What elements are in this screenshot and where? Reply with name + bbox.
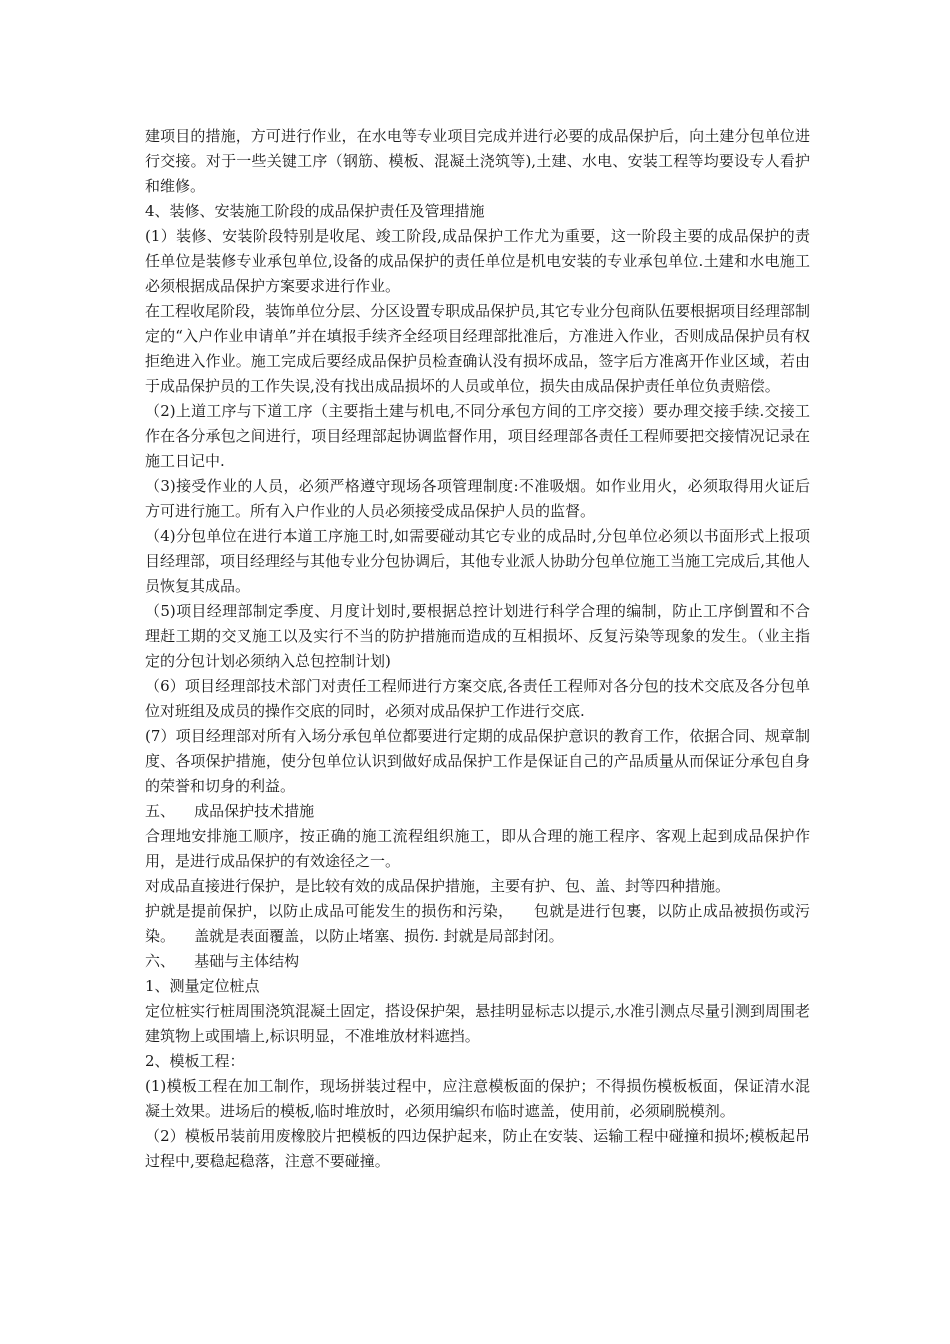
paragraph-item-7: (7）项目经理部对所有入场分承包单位都要进行定期的成品保护意识的教育工作，依据合同、规章制度、各项保护措施，使分包单位认识到做好成品保护工作是保证自己的产品质量从而保证分承包自身的荣誉和切身的利益。 [145, 727, 810, 795]
paragraph-item-1: (1）装修、安装阶段特别是收尾、竣工阶段,成品保护工作尤为重要，这一阶段主要的成品保护的责任单位是装修专业承包单位,设备的成品保护的责任单位是机电安装的专业承包单位.土建和水电施工必须根据成品保护方案要求进行作业。 [145, 227, 810, 295]
paragraph-formwork-1: (1)模板工程在加工制作，现场拼装过程中，应注意模板面的保护；不得损伤模板板面，保证清水混凝土效果。进场后的模板,临时堆放时，必须用编织布临时遮盖，使用前，必须刷脱模剂。 [145, 1077, 810, 1120]
heading-subsection-2: 2、模板工程： [145, 1052, 245, 1070]
paragraph-protection-methods: 护就是提前保护，以防止成品可能发生的损伤和污染， 包就是进行包裹，以防止成品被损伤或污染。 盖就是表面覆盖，以防止堵塞、损伤. 封就是局部封闭。 [145, 902, 810, 945]
paragraph-direct-protection: 对成品直接进行保护，是比较有效的成品保护措施，主要有护、包、盖、封等四种措施。 [145, 877, 731, 895]
paragraph-item-2: （2)上道工序与下道工序（主要指土建与机电,不同分承包方间的工序交接）要办理交接手续.交接工作在各分承包之间进行，项目经理部起协调监督作用，项目经理部各责任工程师要把交接情况记录在施工日记中. [145, 402, 810, 470]
paragraph-continuation: 建项目的措施，方可进行作业，在水电等专业项目完成并进行必要的成品保护后，向土建分包单位进行交接。对于一些关键工序（钢筋、模板、混凝土浇筑等),土建、水电、安装工程等均要设专人看护和维修。 [145, 127, 810, 195]
paragraph-item-6: （6）项目经理部技术部门对责任工程师进行方案交底,各责任工程师对各分包的技术交底及各分包单位对班组及成员的操作交底的同时，必须对成品保护工作进行交底. [145, 677, 810, 720]
heading-subsection-1: 1、测量定位桩点 [145, 977, 260, 995]
paragraph-item-3: （3)接受作业的人员，必须严格遵守现场各项管理制度:不准吸烟。如作业用火，必须取得用火证后方可进行施工。所有入户作业的人员必须接受成品保护人员的监督。 [145, 477, 810, 520]
paragraph-closing-stage: 在工程收尾阶段，装饰单位分层、分区设置专职成品保护员,其它专业分包商队伍要根据项目经理部制定的“入户作业申请单”并在填报手续齐全经项目经理部批准后，方准进入作业，否则成品保护员有权拒绝进入作业。施工完成后要经成品保护员检查确认没有损坏成品，签字后方准离开作业区域，若由于成品保护员的工作失误,没有找出成品损坏的人员或单位，损失由成品保护责任单位负责赔偿。 [145, 302, 810, 395]
paragraph-item-5: （5)项目经理部制定季度、月度计划时,要根据总控计划进行科学合理的编制，防止工序倒置和不合理赶工期的交叉施工以及实行不当的防护措施而造成的互相损坏、反复污染等现象的发生。（业主指定的分包计划必须纳入总包控制计划) [145, 602, 810, 670]
paragraph-construction-sequence: 合理地安排施工顺序，按正确的施工流程组织施工，即从合理的施工程序、客观上起到成品保护作用，是进行成品保护的有效途径之一。 [145, 827, 810, 870]
paragraph-formwork-2: （2）模板吊装前用废橡胶片把模板的四边保护起来，防止在安装、运输工程中碰撞和损坏;模板起吊过程中,要稳起稳落，注意不要碰撞。 [145, 1127, 810, 1170]
heading-section-4: 4、装修、安装施工阶段的成品保护责任及管理措施 [145, 202, 485, 220]
paragraph-item-4: （4)分包单位在进行本道工序施工时,如需要碰动其它专业的成品时,分包单位必须以书面形式上报项目经理部，项目经理经与其他专业分包协调后，其他专业派人协助分包单位施工当施工完成后,其他人员恢复其成品。 [145, 527, 810, 595]
heading-section-five: 五、 成品保护技术措施 [145, 802, 315, 820]
document-body [145, 124, 810, 1174]
heading-section-six: 六、 基础与主体结构 [145, 952, 300, 970]
paragraph-survey-stakes: 定位桩实行桩周围浇筑混凝土固定，搭设保护架，悬挂明显标志以提示,水准引测点尽量引测到周围老建筑物上或围墙上,标识明显，不准堆放材料遮挡。 [145, 1002, 810, 1045]
